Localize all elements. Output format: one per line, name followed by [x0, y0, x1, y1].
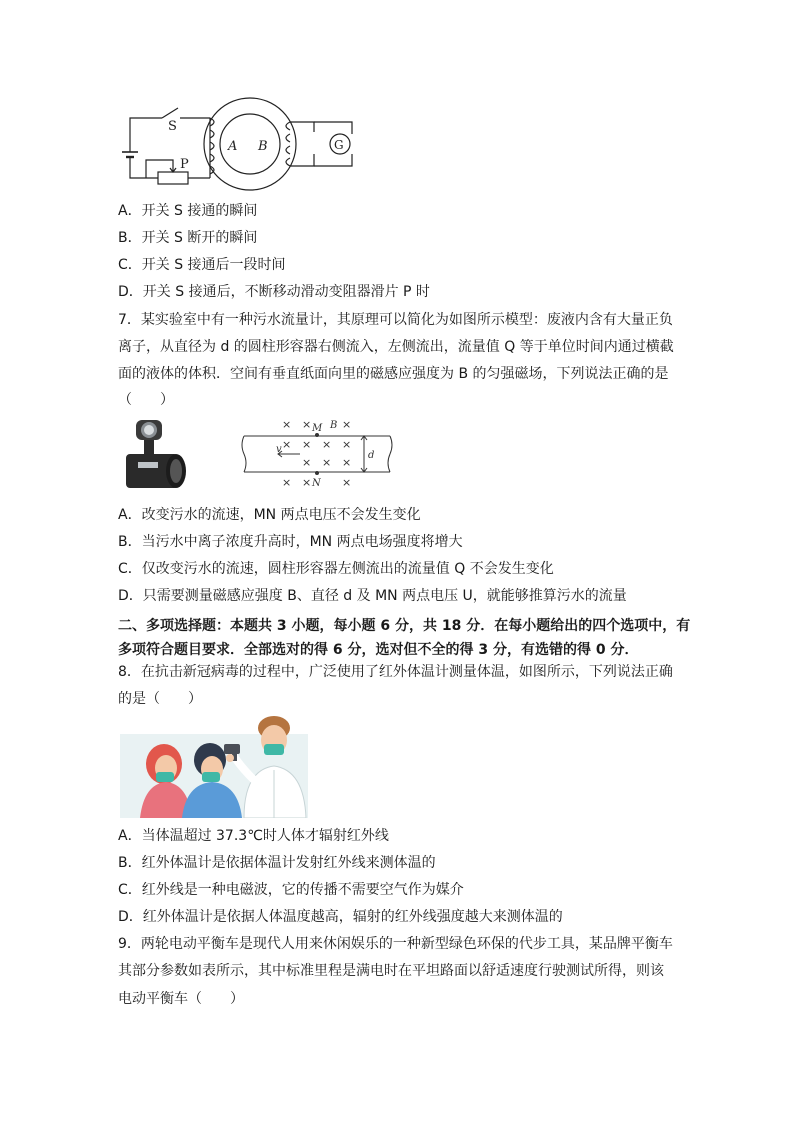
flow-channel-diagram — [240, 416, 396, 492]
q6-option-d: D．开关 S 接通后，不断移动滑动变阻器滑片 P 时 — [118, 284, 430, 300]
q9-stem-line2: 其部分参数如表所示，其中标准里程是满电时在平坦路面以舒适速度行驶测试所得，则该 — [118, 963, 664, 979]
cross-mark: × — [342, 418, 352, 431]
diameter-d-label: d — [368, 450, 375, 461]
coil-b-label: B — [258, 139, 268, 154]
q7-stem-line4: （ ） — [118, 392, 174, 408]
q8-option-a: A．当体温超过 37.3℃时人体才辐射红外线 — [118, 828, 389, 844]
q8-option-c: C．红外线是一种电磁波，它的传播不需要空气作为媒介 — [118, 882, 464, 898]
q8-option-d: D．红外体温计是依据人体温度越高，辐射的红外线强度越大来测体温的 — [118, 909, 563, 925]
q8-stem-line1: 8．在抗击新冠病毒的过程中，广泛使用了红外体温计测量体温，如图所示，下列说法正确 — [118, 664, 673, 680]
cross-mark: × — [342, 476, 352, 489]
cross-mark: × — [282, 476, 292, 489]
section2-heading-line1: 二、多项选择题：本题共 3 小题，每小题 6 分，共 18 分．在每小题给出的四个选项中，有 — [118, 618, 691, 634]
q6-option-b: B．开关 S 断开的瞬间 — [118, 230, 258, 246]
circuit-diagram — [118, 92, 358, 192]
q7-stem-line1: 7．某实验室中有一种污水流量计，其原理可以简化为如图所示模型：废液内含有大量正负 — [118, 312, 673, 328]
q9-stem-line3: 电动平衡车（ ） — [118, 991, 244, 1007]
q6-option-a: A．开关 S 接通的瞬间 — [118, 203, 258, 219]
q8-stem-line2: 的是（ ） — [118, 691, 202, 707]
cross-mark: × — [342, 438, 352, 451]
q7-option-a: A．改变污水的流速，MN 两点电压不会发生变化 — [118, 507, 421, 523]
q8-option-b: B．红外体温计是依据体温计发射红外线来测体温的 — [118, 855, 436, 871]
field-b-label: B — [330, 420, 338, 431]
switch-label: S — [168, 119, 177, 134]
q7-option-b: B．当污水中离子浓度升高时，MN 两点电场强度将增大 — [118, 534, 463, 550]
cross-mark: × — [302, 418, 312, 431]
coil-a-label: A — [228, 139, 238, 154]
cross-mark: × — [302, 438, 312, 451]
cross-mark: × — [302, 456, 312, 469]
rheostat-label: P — [180, 157, 189, 172]
q7-option-c: C．仅改变污水的流速，圆柱形容器左侧流出的流量值 Q 不会发生变化 — [118, 561, 554, 577]
flowmeter-photo — [122, 418, 188, 492]
q7-stem-line3: 面的液体的体积．空间有垂直纸面向里的磁感应强度为 B 的匀强磁场，下列说法正确的是 — [118, 366, 669, 382]
cross-mark: × — [282, 418, 292, 431]
galvanometer-label: G — [334, 138, 344, 152]
velocity-v-label: v — [276, 444, 282, 455]
cross-mark: × — [282, 438, 292, 451]
q7-stem-line2: 离子，从直径为 d 的圆柱形容器右侧流入，左侧流出，流量值 Q 等于单位时间内通过横截 — [118, 339, 674, 355]
q6-option-c: C．开关 S 接通后一段时间 — [118, 257, 286, 273]
section2-heading-line2: 多项符合题目要求．全部选对的得 6 分，选对但不全的得 3 分，有选错的得 0 分． — [118, 642, 639, 658]
cross-mark: × — [322, 456, 332, 469]
q7-option-d: D．只需要测量磁感应强度 B、直径 d 及 MN 两点电压 U，就能够推算污水的流量 — [118, 588, 627, 604]
cross-mark: × — [322, 438, 332, 451]
point-m-label: M — [312, 423, 323, 434]
q9-stem-line1: 9．两轮电动平衡车是现代人用来休闲娱乐的一种新型绿色环保的代步工具，某品牌平衡车 — [118, 936, 673, 952]
cross-mark: × — [342, 456, 352, 469]
point-n-label: N — [312, 478, 321, 489]
cross-mark: × — [302, 476, 312, 489]
thermometer-illustration — [120, 714, 308, 818]
